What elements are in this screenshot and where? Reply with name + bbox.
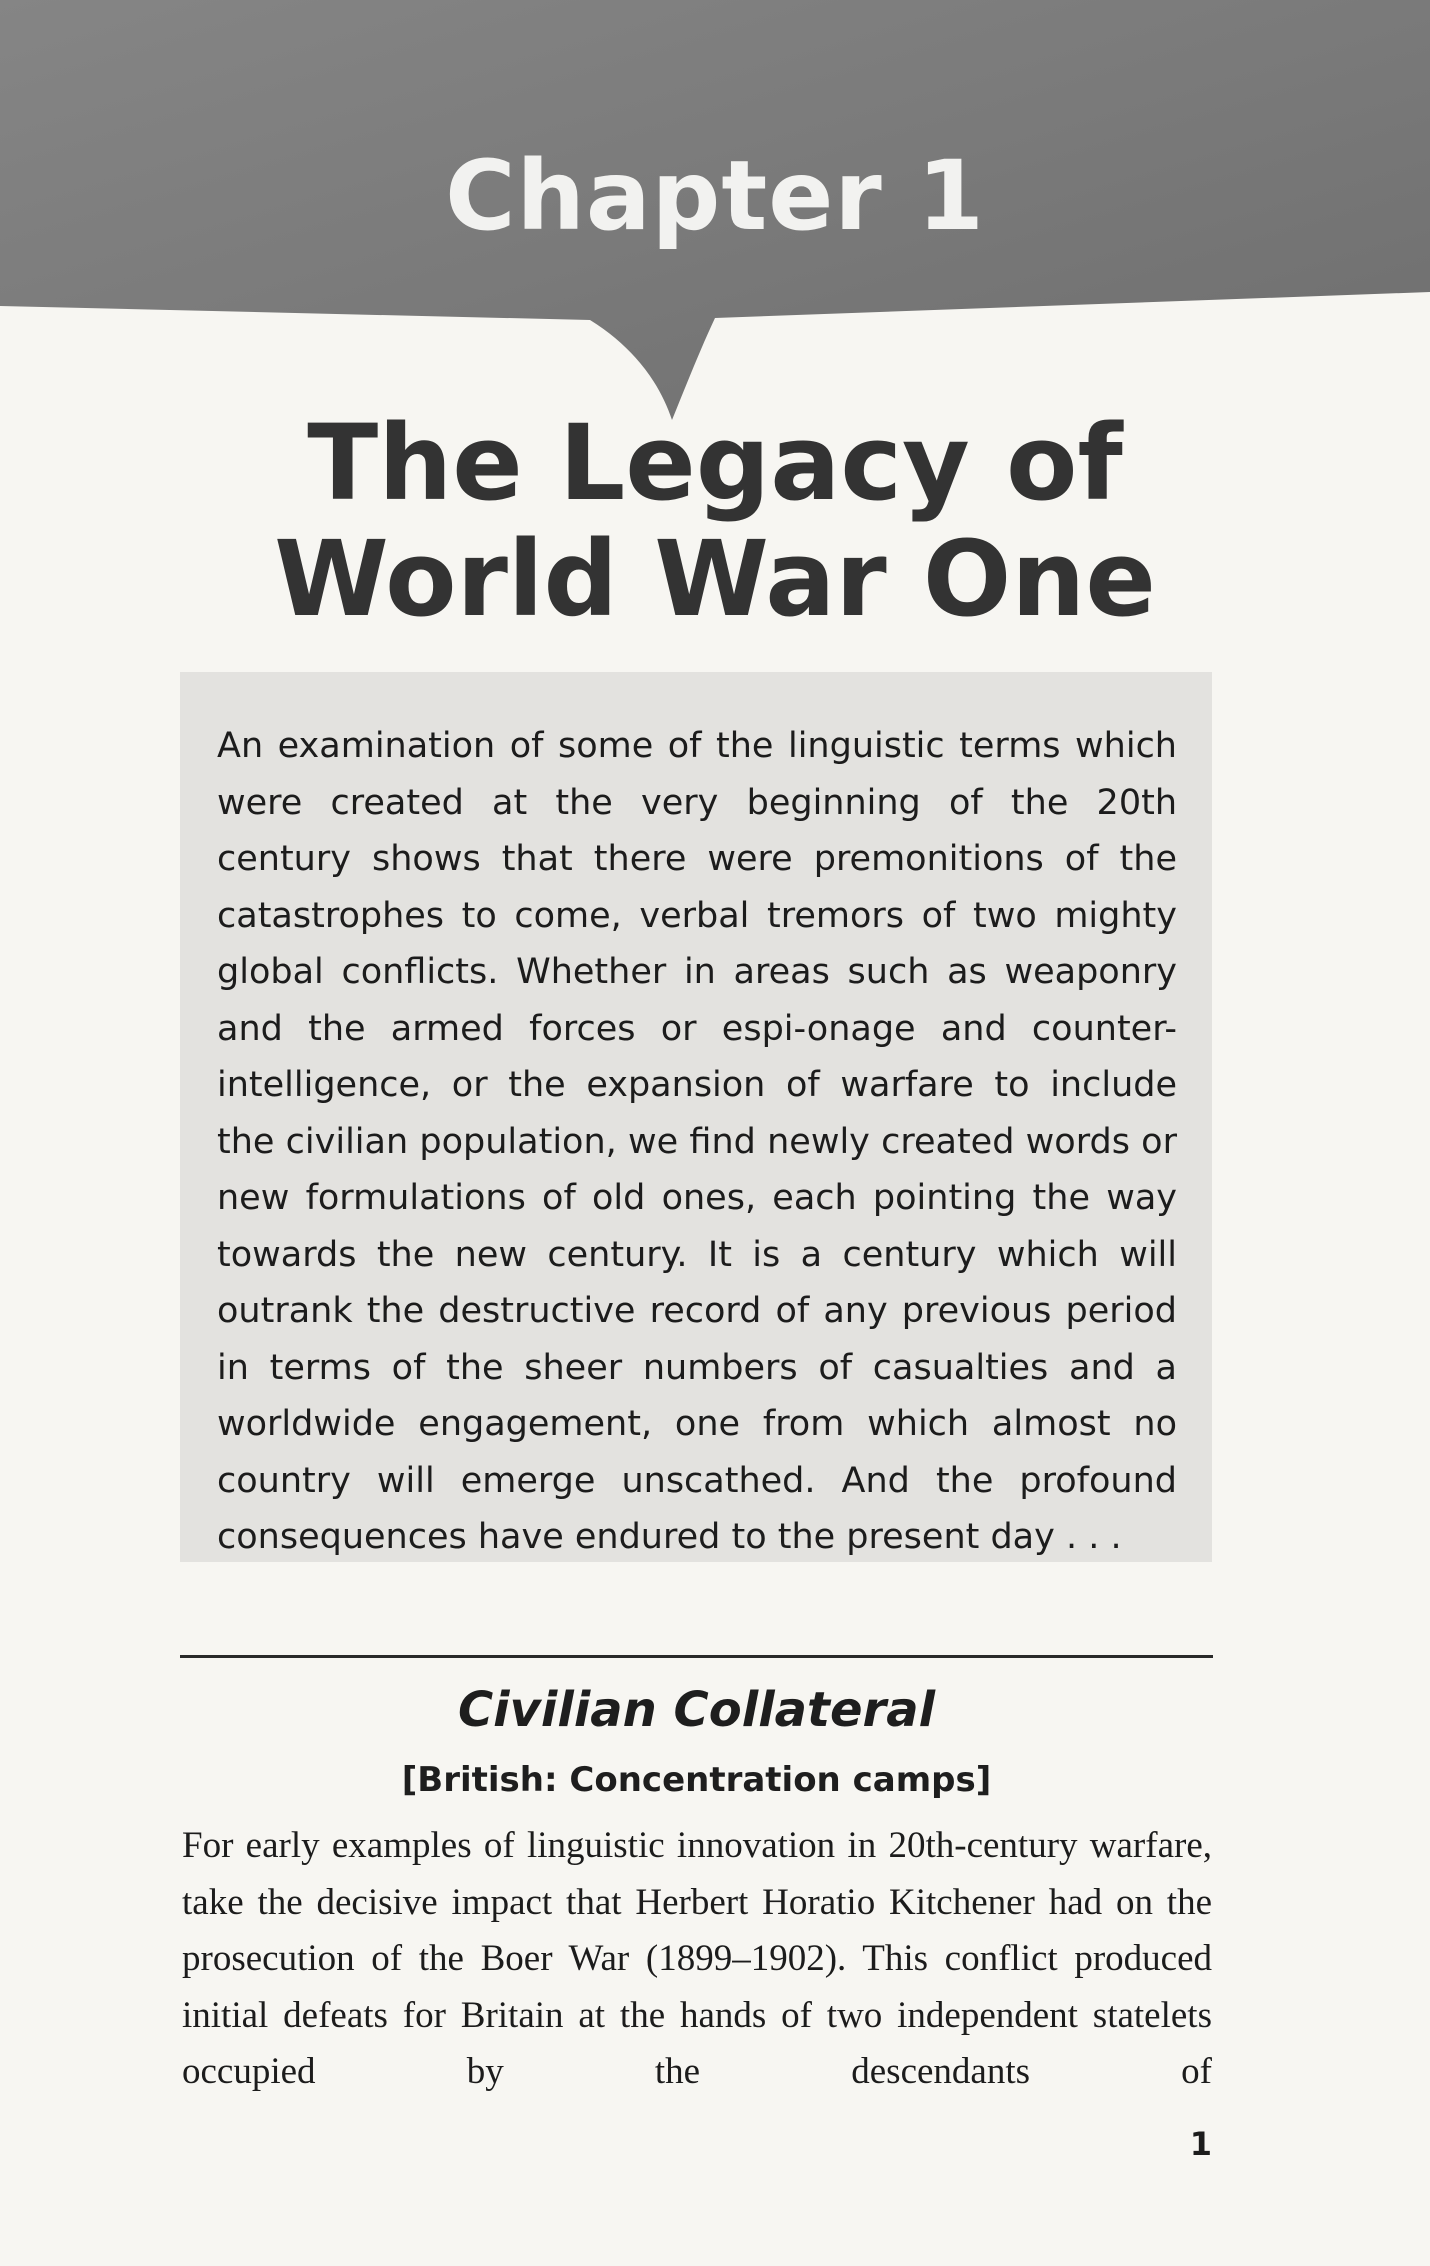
- body-paragraph: For early examples of linguistic innovation in 20th-century warfare, take the decisive impact that Herbert Horatio Kitchener had on the prosecution of the Boer War (1899–1902). This conflict produced initial defeats for Britain at the hands of two independent statelets occupied by the descendants of: [182, 1825, 1212, 2092]
- chapter-label: Chapter 1: [445, 140, 985, 252]
- chapter-title-line-2: World War One: [274, 518, 1156, 640]
- section-divider: [180, 1655, 1213, 1658]
- page-number: 1: [1189, 2125, 1212, 2163]
- chapter-title-line-1: The Legacy of: [307, 402, 1123, 524]
- section-title: Civilian Collateral: [457, 1682, 936, 1738]
- section-subtitle: [British: Concentration camps]: [401, 1760, 992, 1800]
- chapter-title: [0, 402, 1430, 640]
- intro-paragraph: An examination of some of the linguistic terms which were created at the very beginning of the 20th century shows that there were premonitions of the catastrophes to come, verbal tremors of two mighty global conflicts. Whether in areas such as weaponry and the armed forces or espi-onage and counter-intelligence, or the expansion of warfare to include the civilian population, we find newly created words or new formulations of old ones, each pointing the way towards the new century. It is a century which will outrank the destructive record of any previous period in terms of the sheer numbers of casualties and a worldwide engagement, one from which almost no country will emerge unscathed. And the profound consequences have endured to the present day . . .: [217, 726, 1177, 1557]
